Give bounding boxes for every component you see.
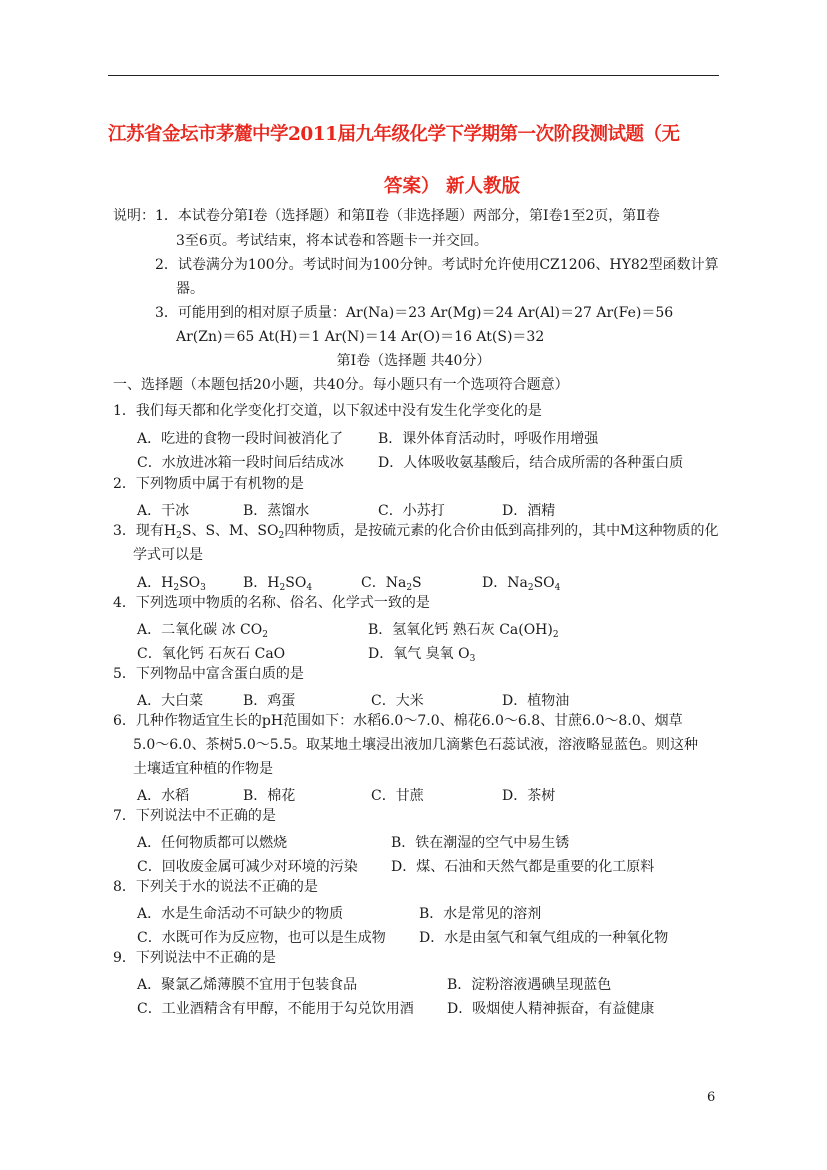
q9-stem: 9．下列说法中不正确的是 bbox=[113, 950, 276, 966]
q2-option-d: D．酒精 bbox=[502, 503, 556, 519]
q7-option-c: C．回收废金属可减少对环境的污染 bbox=[137, 859, 358, 875]
q4-option-c: C．氧化钙 石灰石 CaO bbox=[137, 646, 286, 662]
q8-option-c: C．水既可作为反应物，也可以是生成物 bbox=[137, 930, 386, 946]
q2-stem: 2．下列物质中属于有机物的是 bbox=[113, 476, 304, 492]
q1-option-d: D．人体吸收氨基酸后，结合成所需的各种蛋白质 bbox=[378, 455, 684, 471]
q6-stem-line2: 5.0～6.0、茶树5.0～5.5。取某地土壤浸出液加几滴紫色石蕊试液，溶液略显蓝色。则这种 bbox=[133, 737, 699, 753]
q9-option-b: B．淀粉溶液遇碘呈现蓝色 bbox=[447, 977, 612, 993]
q3-stem: 3．现有$H_2S$、S、M、$SO_2$四种物质，是按硫元素的化合价由低到高排列的，其中M这种物质的化 bbox=[113, 523, 719, 541]
q6-option-d: D．茶树 bbox=[502, 788, 556, 804]
q8-option-d: D．水是由氢气和氧气组成的一种氧化物 bbox=[419, 930, 669, 946]
note-1a: 说明：1．本试卷分第Ⅰ卷（选择题）和第Ⅱ卷（非选择题）两部分，第Ⅰ卷1至2页，第Ⅱ卷 bbox=[113, 208, 660, 224]
q6-option-c: C．甘蔗 bbox=[371, 788, 424, 804]
q1-option-a: A．吃进的食物一段时间被消化了 bbox=[137, 431, 344, 447]
q7-stem: 7．下列说法中不正确的是 bbox=[113, 808, 276, 824]
q3-option-a: A．$H_2SO_3$ bbox=[137, 575, 206, 593]
q9-option-a: A．聚氯乙烯薄膜不宜用于包装食品 bbox=[137, 977, 358, 993]
header-rule bbox=[108, 75, 719, 76]
q6-option-a: A．水稻 bbox=[137, 788, 190, 804]
q7-option-d: D．煤、石油和天然气都是重要的化工原料 bbox=[391, 859, 655, 875]
note-1b: 3至6页。考试结束，将本试卷和答题卡一并交回。 bbox=[176, 233, 488, 249]
note-2b: 器。 bbox=[176, 281, 204, 297]
q1-option-b: B．课外体育活动时，呼吸作用增强 bbox=[378, 431, 599, 447]
q7-option-a: A．任何物质都可以燃烧 bbox=[137, 835, 288, 851]
q2-option-b: B．蒸馏水 bbox=[243, 503, 310, 519]
document-title-line1: 江苏省金坛市茅麓中学2011届九年级化学下学期第一次阶段测试题（无 bbox=[108, 124, 680, 145]
q1-option-c: C．水放进冰箱一段时间后结成冰 bbox=[137, 455, 344, 471]
q7-option-b: B．铁在潮湿的空气中易生锈 bbox=[391, 835, 570, 851]
q4-stem: 4．下列选项中物质的名称、俗名、化学式一致的是 bbox=[113, 595, 430, 611]
q3-option-d: D．$Na_2SO_4$ bbox=[482, 575, 561, 593]
q9-option-d: D．吸烟使人精神振奋，有益健康 bbox=[447, 1001, 655, 1017]
section-title: 第Ⅰ卷（选择题 共40分） bbox=[336, 353, 491, 369]
part1-intro: 一、选择题（本题包括20小题，共40分。每小题只有一个选项符合题意） bbox=[113, 377, 569, 393]
note-2a: 2．试卷满分为100分。考试时间为100分钟。考试时允许使用CZ1206、HY82型函数计算 bbox=[155, 257, 719, 273]
q8-stem: 8．下列关于水的说法不正确的是 bbox=[113, 879, 318, 895]
q1-stem: 1．我们每天都和化学变化打交道，以下叙述中没有发生化学变化的是 bbox=[113, 403, 542, 419]
document-title-line2: 答案） 新人教版 bbox=[384, 176, 520, 197]
page-number: 6 bbox=[707, 1090, 716, 1105]
q5-option-a: A．大白菜 bbox=[137, 693, 204, 709]
note-3a: 3．可能用到的相对原子质量：Ar(Na)＝23 Ar(Mg)＝24 Ar(Al)＝27 Ar(Fe)＝56 bbox=[155, 305, 674, 321]
q4-option-a: A．二氧化碳 冰 $CO_2$ bbox=[137, 622, 268, 640]
q5-option-d: D．植物油 bbox=[502, 693, 570, 709]
q3-stem-line2: 学式可以是 bbox=[133, 547, 203, 563]
q9-option-c: C．工业酒精含有甲醇，不能用于勾兑饮用酒 bbox=[137, 1001, 414, 1017]
q6-stem-line1: 6．几种作物适宜生长的pH范围如下：水稻6.0～7.0、棉花6.0～6.8、甘蔗6.0～8.0、烟草 bbox=[113, 713, 683, 729]
q6-stem-line3: 土壤适宜种植的作物是 bbox=[133, 761, 273, 777]
q2-option-a: A．干冰 bbox=[137, 503, 190, 519]
q4-option-b: B．氢氧化钙 熟石灰 $Ca(OH)_2$ bbox=[368, 622, 559, 640]
q5-option-c: C．大米 bbox=[371, 693, 424, 709]
q8-option-b: B．水是常见的溶剂 bbox=[419, 906, 542, 922]
note-3b: Ar(Zn)＝65 At(H)＝1 Ar(N)＝14 Ar(O)＝16 At(S)＝32 bbox=[176, 329, 545, 345]
q3-option-b: B．$H_2SO_4$ bbox=[243, 575, 313, 593]
q8-option-a: A．水是生命活动不可缺少的物质 bbox=[137, 906, 344, 922]
q6-option-b: B．棉花 bbox=[243, 788, 296, 804]
q5-option-b: B．鸡蛋 bbox=[243, 693, 296, 709]
q5-stem: 5．下列物品中富含蛋白质的是 bbox=[113, 666, 304, 682]
q3-option-c: C．$Na_2S$ bbox=[361, 575, 422, 593]
q4-option-d: D．氧气 臭氧 $O_3$ bbox=[368, 646, 476, 664]
q2-option-c: C．小苏打 bbox=[378, 503, 445, 519]
